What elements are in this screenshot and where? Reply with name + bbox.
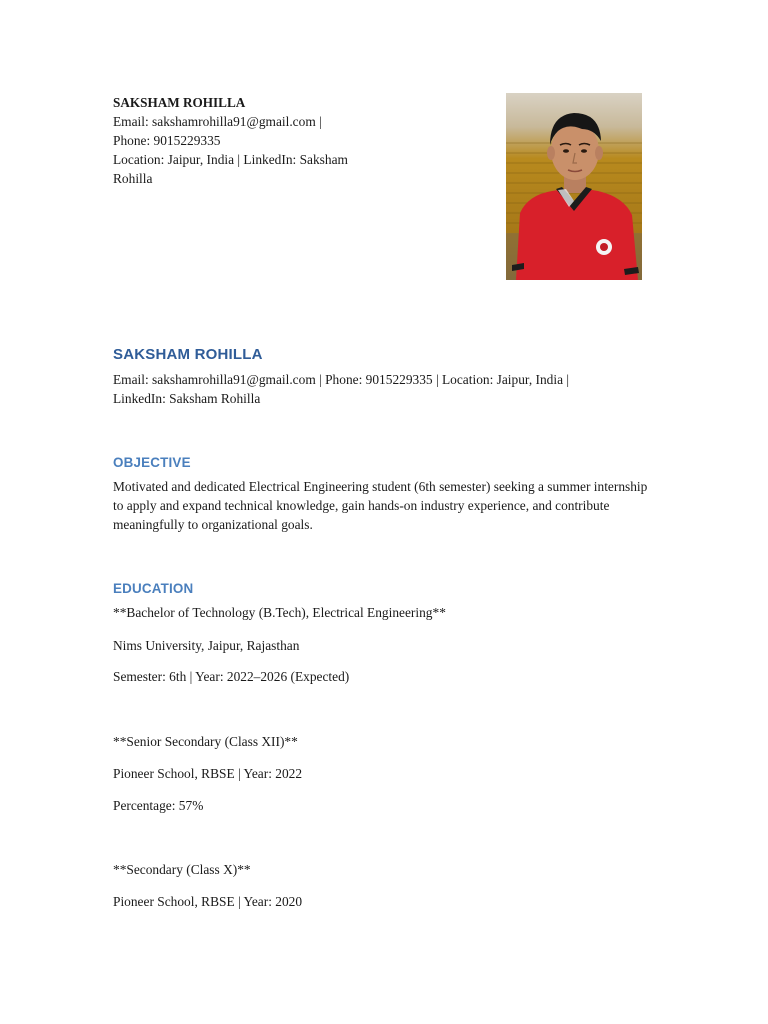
profile-photo [506,93,642,280]
education-heading: EDUCATION [113,581,194,596]
header-name: SAKSHAM ROHILLA [113,95,246,110]
header-location: Location: Jaipur, India | LinkedIn: Saksham Rohilla [113,152,348,186]
profile-photo-icon [506,93,642,280]
education-degree-btech: **Bachelor of Technology (B.Tech), Electrical Engineering** [113,605,446,620]
header-email: Email: sakshamrohilla91@gmail.com | [113,114,322,129]
education-institution-class-xii: Pioneer School, RBSE | Year: 2022 [113,766,303,781]
header-contact [113,112,383,188]
resume-contact-line-2: LinkedIn: Saksham Rohilla [113,391,261,406]
education-detail-btech: Semester: 6th | Year: 2022–2026 (Expected) [113,669,350,684]
education-degree-class-xii: **Senior Secondary (Class XII)** [113,734,298,749]
objective-text: Motivated and dedicated Electrical Engineering student (6th semester) seeking a summer internship to apply and expand technical knowledge, gain hands-on industry experience, and contribute meaningfully to organizational goals. [113,479,648,532]
education-degree-class-x: **Secondary (Class X)** [113,862,251,877]
objective-heading: OBJECTIVE [113,455,191,470]
resume-contact-line-1: Email: sakshamrohilla91@gmail.com | Phone: 9015229335 | Location: Jaipur, India | [113,372,570,387]
education-detail-class-xii: Percentage: 57% [113,798,204,813]
education-institution-class-x: Pioneer School, RBSE | Year: 2020 [113,894,303,909]
education-institution-btech: Nims University, Jaipur, Rajasthan [113,638,300,653]
resume-name: SAKSHAM ROHILLA [113,346,263,363]
header-phone: Phone: 9015229335 [113,133,221,148]
